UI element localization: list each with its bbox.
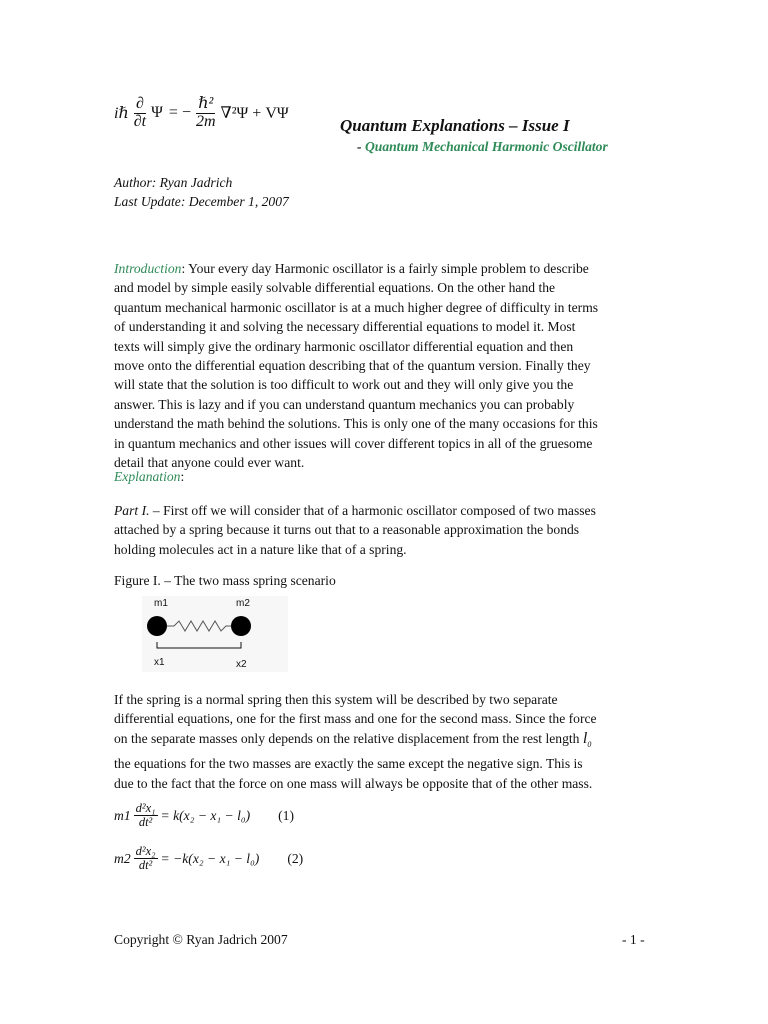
spring-line: the equations for the two masses are exactly the same except the negative sign. This is <box>114 756 583 772</box>
author-block <box>114 173 289 211</box>
mass-two <box>231 616 251 636</box>
document-title: Quantum Explanations – Issue I <box>340 116 570 135</box>
eq2-num: d²x₂ <box>135 844 156 858</box>
intro-line-text: : Your every day Harmonic oscillator is a fairly simple problem to describe <box>181 261 589 276</box>
eq1-lhs: m1 <box>114 807 131 823</box>
spring-line-text: on the separate masses only depends on the relative displacement from the rest length <box>114 730 580 746</box>
eq1-rhs: = k(x₂ − x₁ − l₀) <box>160 807 251 823</box>
rest-length-letter: l <box>582 729 588 747</box>
x1-label: x1 <box>154 657 165 668</box>
part-one-line-text: – First off we will consider that of a harmonic oscillator composed of two masses <box>149 503 596 518</box>
eq-partial-den: ∂t <box>133 112 147 130</box>
rest-length-subscript: 0 <box>587 740 592 749</box>
footer-page-number: - 1 - <box>622 932 645 947</box>
eq1-num: d²x₁ <box>135 801 156 815</box>
intro-line: quantum mechanical harmonic oscillator is at a much higher degree of difficulty in terms <box>114 299 599 315</box>
intro-line: move onto the differential equation describing that of the quantum version. Finally they <box>114 358 591 374</box>
two-mass-spring-figure <box>142 596 288 672</box>
intro-line: answer. This is lazy and if you can understand quantum mechanics you can probably <box>114 396 575 412</box>
rest-length-symbol <box>583 730 591 747</box>
eq-hbar-den: 2m <box>195 112 216 130</box>
part-one-paragraph <box>114 501 654 559</box>
eq-partial-num: ∂ <box>135 94 144 112</box>
eq2-den: dt² <box>138 858 153 873</box>
spring-line: due to the fact that the force on one mass will always be opposite that of the other mass. <box>114 775 593 791</box>
equation-2 <box>114 845 303 872</box>
intro-line: of understanding it and solving the necessary differential equations to model it. Most <box>114 319 576 335</box>
m1-label: m1 <box>154 598 168 609</box>
eq-hbar-fraction <box>194 96 218 131</box>
eq-rhs: ∇²Ψ + VΨ <box>220 105 289 122</box>
eq-equals: = − <box>168 104 191 121</box>
eq2-lhs: m2 <box>114 850 131 866</box>
eq1-number: (1) <box>278 807 295 823</box>
eq2-derivative <box>134 845 158 872</box>
mass-one <box>147 616 167 636</box>
eq1-den: dt² <box>138 815 153 830</box>
introduction-paragraph <box>114 259 654 472</box>
spring <box>167 621 231 631</box>
explanation-label: Explanation <box>114 469 181 484</box>
eq1-derivative <box>134 802 158 829</box>
intro-line-1 <box>114 259 654 278</box>
part-one-line-1 <box>114 501 654 520</box>
document-subtitle <box>357 139 608 155</box>
eq2-number: (2) <box>287 850 304 866</box>
last-update-line: Last Update: December 1, 2007 <box>114 194 289 209</box>
part-one-label: Part I. <box>114 503 150 518</box>
explanation-colon: : <box>180 469 185 484</box>
author-line: Author: Ryan Jadrich <box>114 175 233 190</box>
spring-paragraph <box>114 690 654 793</box>
intro-line: and model by simple easily solvable differential equations. On the other hand the <box>114 280 556 296</box>
equation-1 <box>114 802 294 829</box>
explanation-heading <box>114 467 184 486</box>
m2-label: m2 <box>236 598 250 609</box>
eq-psi: Ψ <box>151 104 163 121</box>
intro-line: understand the math behind the solutions. This is only one of the many occasions for this <box>114 416 598 432</box>
spring-line-with-symbol <box>114 729 654 755</box>
footer-copyright: Copyright © Ryan Jadrich 2007 <box>114 932 288 947</box>
subtitle-text: Quantum Mechanical Harmonic Oscillator <box>364 139 608 154</box>
x2-label: x2 <box>236 659 247 670</box>
intro-label: Introduction <box>114 261 182 276</box>
spring-diagram <box>142 596 288 672</box>
distance-bracket <box>157 642 241 648</box>
eq-hbar-num: ℏ² <box>198 94 214 112</box>
figure-caption: Figure I. – The two mass spring scenario <box>114 573 336 588</box>
spring-line: differential equations, one for the first mass and one for the second mass. Since the force <box>114 711 597 727</box>
intro-line: in quantum mechanics and other issues will cover different topics in all of the gruesome <box>114 435 593 451</box>
intro-line: detail that anyone could ever want. <box>114 455 305 471</box>
eq-lhs-prefix: iℏ <box>114 105 129 122</box>
eq2-rhs: = −k(x₂ − x₁ − l₀) <box>160 850 260 866</box>
subtitle-dash: - <box>357 139 362 154</box>
part-one-line: holding molecules act in a nature like that of a spring. <box>114 541 407 557</box>
part-one-line: attached by a spring because it turns out that to a reasonable approximation the bonds <box>114 522 580 538</box>
eq-partial-fraction <box>132 96 148 131</box>
intro-line: will state that the solution is too difficult to work out and they will only give you the <box>114 377 574 393</box>
intro-line: texts will simply give the ordinary harmonic oscillator differential equation and then <box>114 338 574 354</box>
spring-line: If the spring is a normal spring then this system will be described by two separate <box>114 692 558 707</box>
schrodinger-equation <box>114 88 289 138</box>
